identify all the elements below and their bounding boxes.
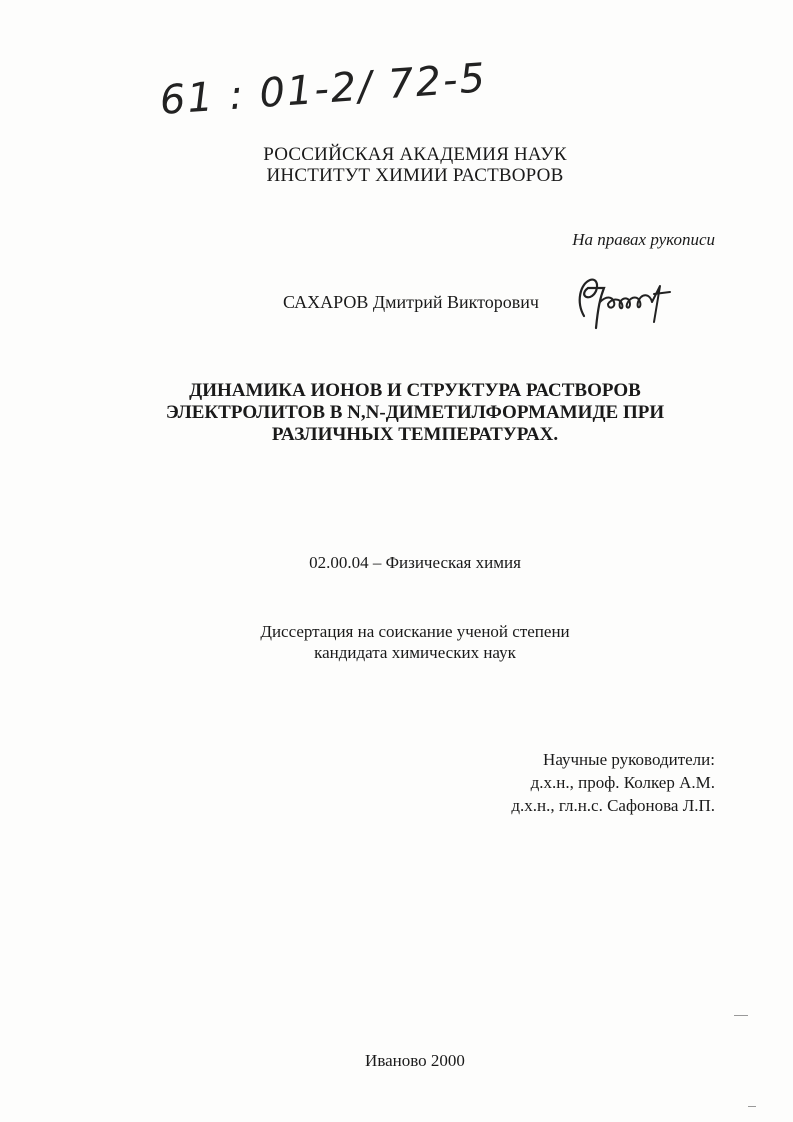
supervisor-2: д.х.н., гл.н.с. Сафонова Л.П. xyxy=(511,796,715,815)
supervisor-1: д.х.н., проф. Колкер А.М. xyxy=(530,773,715,792)
specialty-code: 02.00.04 – Физическая химия xyxy=(309,553,521,572)
scan-speck xyxy=(734,1015,748,1016)
dissertation-line-1: Диссертация на соискание ученой степени xyxy=(260,622,570,641)
city-year: Иваново 2000 xyxy=(365,1051,465,1070)
supervisors-heading: Научные руководители: xyxy=(543,750,715,769)
organization-line-1: РОССИЙСКАЯ АКАДЕМИЯ НАУК xyxy=(263,144,567,165)
archive-number: 61 : 01-2/ 72-5 xyxy=(158,55,489,124)
dissertation-line-2: кандидата химических наук xyxy=(314,643,516,662)
organization-line-2: ИНСТИТУТ ХИМИИ РАСТВОРОВ xyxy=(266,165,564,186)
title-line-2: ЭЛЕКТРОЛИТОВ В N,N-ДИМЕТИЛФОРМАМИДЕ ПРИ xyxy=(165,402,665,423)
scan-speck xyxy=(748,1106,756,1107)
title-line-3: РАЗЛИЧНЫХ ТЕМПЕРАТУРАХ. xyxy=(271,424,559,445)
title-line-1: ДИНАМИКА ИОНОВ И СТРУКТУРА РАСТВОРОВ xyxy=(189,380,641,401)
author-name: САХАРОВ Дмитрий Викторович xyxy=(283,292,539,312)
rights-note: На правах рукописи xyxy=(572,230,715,249)
signature-mark xyxy=(570,272,680,336)
